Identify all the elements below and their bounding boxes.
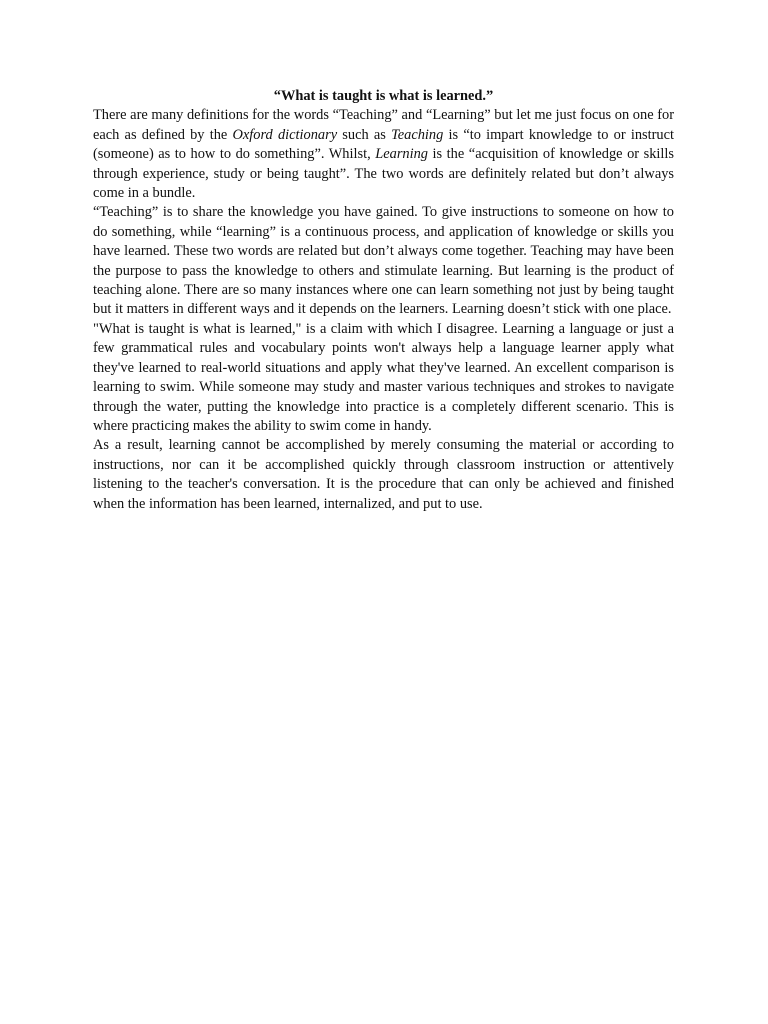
paragraph-text: such as [337,126,392,143]
paragraph-text: There are many definitions for the words “Teaching” and “Learning” but let me just focus on one for each as defined by the [93,107,674,143]
italic-term-learning: Learning [375,146,429,163]
document-page [93,87,674,514]
paragraph-text: is “to impart knowledge to or instruct (someone) as to how to do something”. Whilst, [93,126,674,163]
paragraph-text: is the “acquisition of knowledge or skills through experience, study or being taught”. The two words are definitely related but don’t always come in a bundle. [93,146,674,202]
paragraph-claim-swimming [93,320,674,436]
italic-term-oxford-dictionary: Oxford dictionary [232,126,338,143]
paragraph-conclusion [93,436,674,514]
italic-term-teaching: Teaching [391,126,444,143]
paragraph-definitions [93,106,674,203]
paragraph-teaching-vs-learning [93,203,674,319]
paragraph-text: “Teaching” is to share the knowledge you have gained. To give instructions to someone on how to do something, while “learning” is a continuous process, and application of knowledge or skills you have learned. These two words are related but don’t always come together. Teaching may have been the purpose to pass the knowledge to others and stimulate learning. But learning is the product of teaching alone. There are so many instances where one can learn something not just by being taught but it matters in different ways and it depends on the learners. Learning doesn’t stick with one place. [93,204,674,318]
paragraph-text: As a result, learning cannot be accomplished by merely consuming the material or according to instructions, nor can it be accomplished quickly through classroom instruction or attentively listening to the teacher's conversation. It is the procedure that can only be achieved and finished when the information has been learned, internalized, and put to use. [93,437,674,512]
document-title: “What is taught is what is learned.” [273,88,494,104]
paragraph-text: "What is taught is what is learned," is a claim with which I disagree. Learning a language or just a few grammatical rules and vocabulary points won't always help a language learner apply what they've learned to real-world situations and apply what they've learned. An excellent comparison is learning to swim. While someone may study and master various techniques and strokes to navigate through the water, putting the knowledge into practice is a completely different scenario. This is where practicing makes the ability to swim come in handy. [93,320,674,434]
